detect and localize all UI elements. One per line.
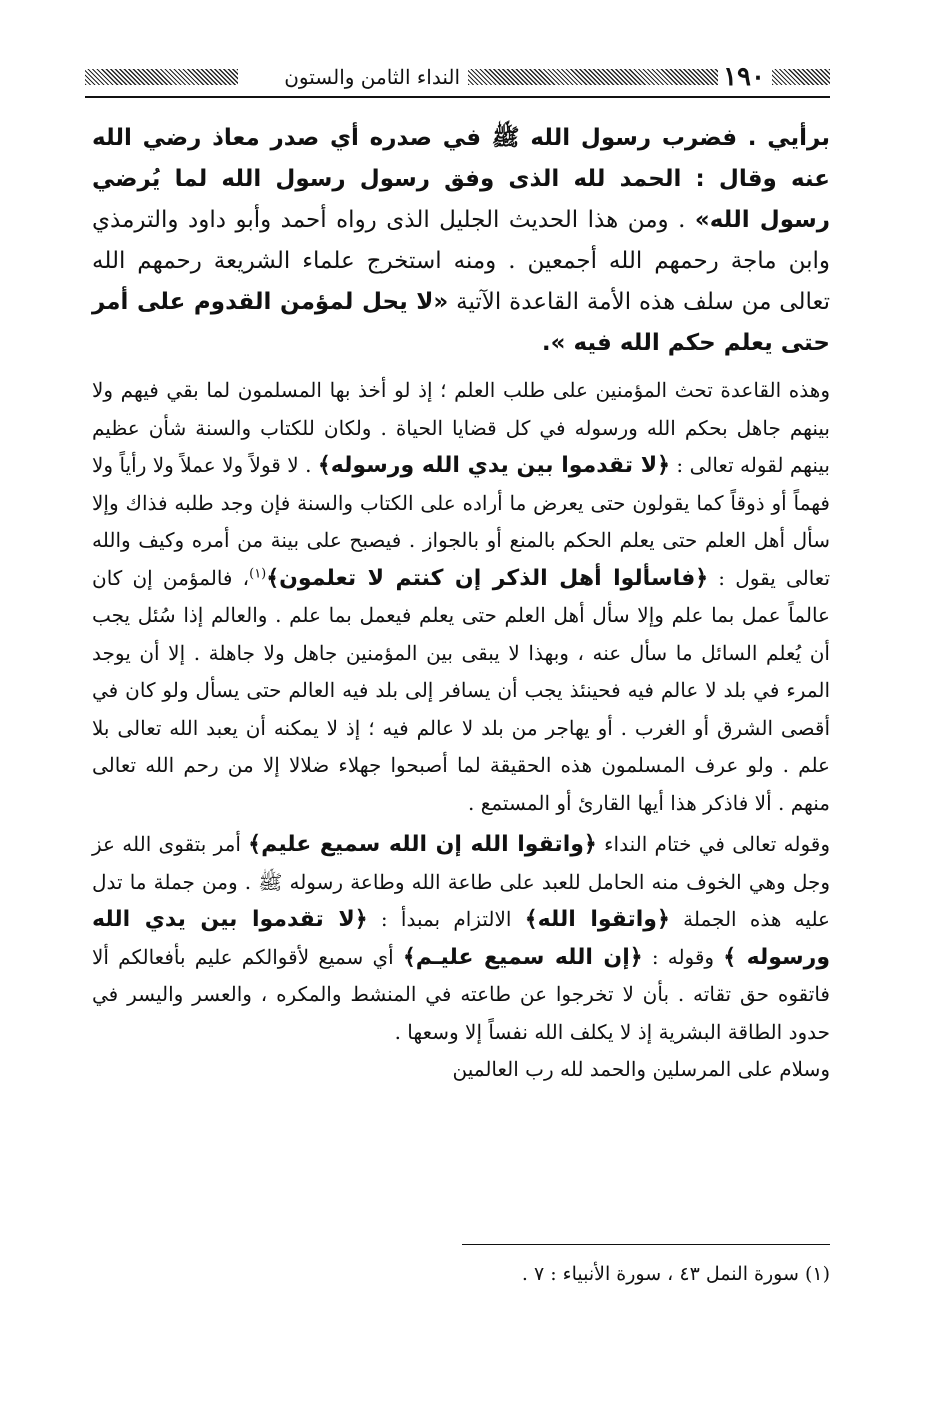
- header-ornament-right: [772, 69, 830, 85]
- quran-quote: ﴿واتقوا الله﴾: [524, 907, 670, 932]
- quran-quote: ﴿لا تقدموا بين يدي الله ورسوله ﴾: [92, 907, 831, 970]
- quran-quote: ﴿لا تقدموا بين يدي الله ورسوله﴾: [317, 453, 671, 478]
- footnote-marker: (١): [249, 565, 267, 581]
- quran-quote: ﴿واتقوا الله إن الله سميع عليم﴾: [248, 832, 597, 857]
- quran-quote: ﴿إن الله سميع عليـم﴾: [402, 944, 643, 970]
- bold-phrase: الحمد لله الذى وفق رسول رسول الله لما يُرضي رسول الله»: [92, 166, 830, 233]
- page-body: [92, 118, 830, 1089]
- text-run: الالتزام بمبدأ :: [367, 907, 525, 931]
- text-run: أي سميع لأقوالكم عليم بأفعالكم ألا فاتقوه حق تقاته . بأن لا تخرجوا عن طاعته في المنشط والمكره ، والعسر واليسر في حدود الطاقة البشرية إذ لا يكلف الله نفساً إلا وسعها .: [92, 944, 830, 1044]
- footnote-rule: [462, 1244, 830, 1245]
- quran-quote: ﴿فاسألوا أهل الذكر إن كنتم لا تعلمون﴾: [266, 565, 709, 591]
- text-run: وقوله :: [642, 944, 724, 969]
- paragraph-1: [92, 118, 830, 364]
- text-run: ، فالمؤمن إن كان عالماً عمل بما علم وإلا سأل أهل العلم حتى يعلم فيعمل بما علم . والعالم إذا سُئل يجب أن يُعلم السائل ما سأل عنه ، وبهذا لا يبقى بين المؤمنين جاهل ولا جاهلة . إلا أن يوجد المرء في بلد لا عالم فيه فحينئذ يجب أن يسافر إلى بلد فيه العالم حتى يسأل ولو كان في أقصى الشرق أو الغرب . أو يهاجر من بلد لا عالم فيه ؛ إذ لا يمكنه أن يعبد الله تعالى بلا علم . ولو عرف المسلمون هذه الحقيقة لما أصبحوا جهلاء ضلالا إلا من رحم الله تعالى منهم . ألا فاذكر هذا أيها القارئ أو المستمع .: [92, 565, 830, 815]
- header-ornament-left: [85, 69, 238, 85]
- footnote: (١) سورة النمل ٤٣ ، سورة الأنبياء : ٧ .: [521, 1263, 830, 1285]
- paragraph-3: [92, 826, 830, 1051]
- running-header: [85, 58, 830, 98]
- page-number: ١٩٠: [723, 62, 765, 92]
- header-ornament-middle: [468, 69, 718, 85]
- text-run: . ومن هذا الحديث الجليل الذى رواه أحمد وأبو داود والترمذي وابن ماجة رحمهم الله أجمعين . ومنه استخرج علماء الشريعة رحمهم الله تعالى من سلف هذه الأمة القاعدة الآتية: [92, 207, 830, 315]
- text-run: . لا قولاً ولا عملاً ولا رأياً ولا فهماً أو ذوقاً كما يقولون حتى يعرض ما أراده على الكتاب والسنة فإن وجد طلبه فذاك وإلا سأل أهل العلم حتى يعلم الحكم بالمنع أو بالجواز . فيصبح على بينة من أمره وكيف والله تعالى يقول :: [92, 453, 831, 590]
- chapter-title: النداء الثامن والستون: [284, 65, 460, 89]
- closing-line: وسلام على المرسلين والحمد لله رب العالمين: [452, 1057, 830, 1081]
- paragraph-2: [92, 372, 830, 822]
- text-run: أمر بتقوى الله عز وجل وهي الخوف منه الحامل للعبد على طاعة الله وطاعة رسوله ﷺ . ومن جملة ما تدل عليه هذه الجملة: [92, 832, 830, 931]
- text-run: وقوله تعالى في ختام النداء: [596, 832, 830, 856]
- bold-phrase: برأيي . فضرب رسول الله ﷺ في صدره أي صدر معاذ رضي الله عنه وقال :: [92, 125, 831, 192]
- bold-phrase: «لا يحل لمؤمن القدوم على أمر حتى يعلم حكم الله فيه ».: [92, 289, 830, 356]
- header-rule: [85, 96, 830, 98]
- text-run: وهذه القاعدة تحث المؤمنين على طلب العلم ؛ إذ لو أخذ بها المسلمون لما بقي فيهم ولا بينهم جاهل بحكم الله ورسوله في كل قضايا الحياة . ولكان للكتاب والسنة شأن عظيم بينهم لقوله تعالى :: [92, 378, 830, 477]
